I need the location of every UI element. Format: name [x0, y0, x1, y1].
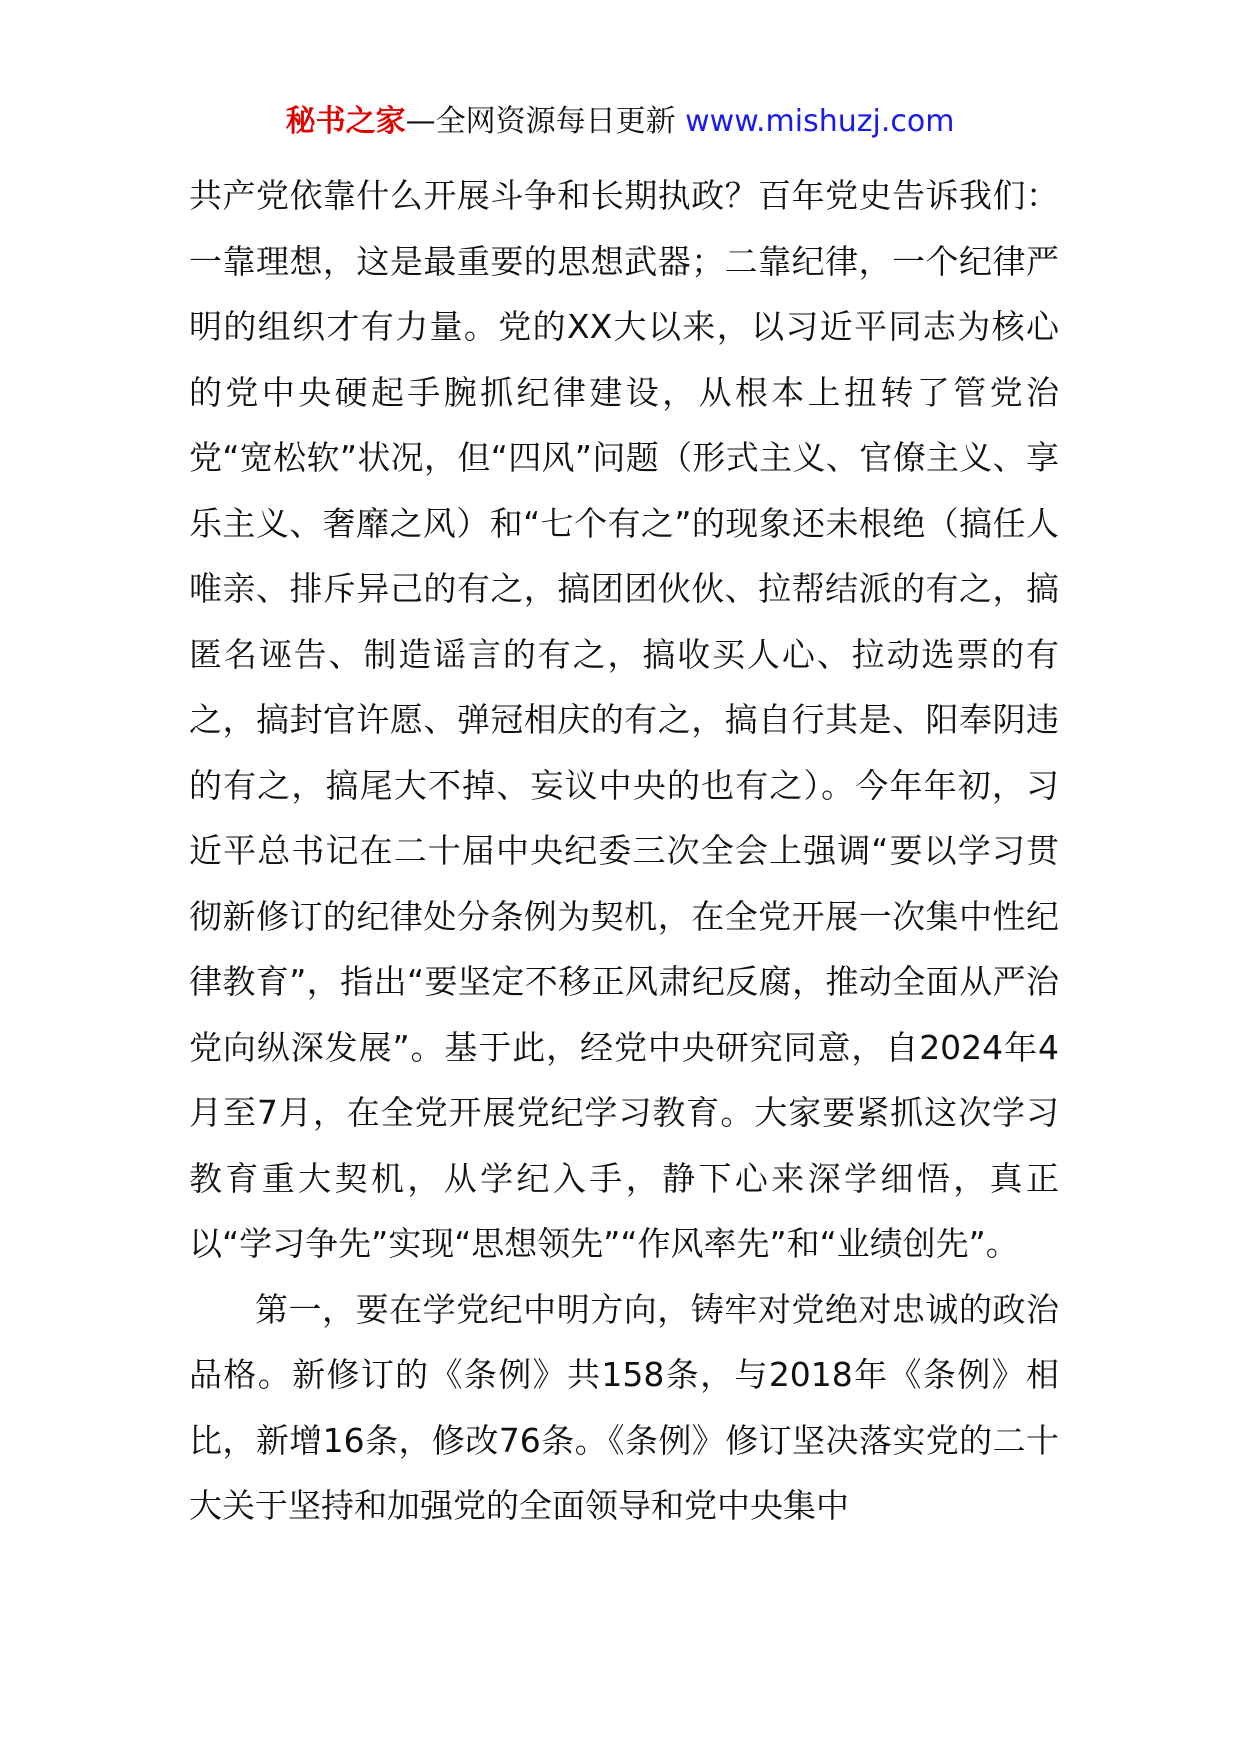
- paragraph-1: 共产党依靠什么开展斗争和长期执政？百年党史告诉我们：一靠理想，这是最重要的思想武器；二靠纪律，一个纪律严明的组织才有力量。党的XX大以来，以习近平同志为核心的党中央硬起手腕抓纪律建设，从根本上扭转了管党治党“宽松软”状况，但“四风”问题（形式主义、官僚主义、享乐主义、奢靡之风）和“七个有之”的现象还未根绝（搞任人唯亲、排斥异己的有之，搞团团伙伙、拉帮结派的有之，搞匿名诬告、制造谣言的有之，搞收买人心、拉动选票的有之，搞封官许愿、弹冠相庆的有之，搞自行其是、阳奉阴违的有之，搞尾大不掉、妄议中央的也有之）。今年年初，习近平总书记在二十届中央纪委三次全会上强调“要以学习贯彻新修订的纪律处分条例为契机，在全党开展一次集中性纪律教育”，指出“要坚定不移正风肃纪反腐，推动全面从严治党向纵深发展”。基于此，经党中央研究同意，自2024年4月至7月，在全党开展党纪学习教育。大家要紧抓这次学习教育重大契机，从学纪入手，静下心来深学细悟，真正以“学习争先”实现“思想领先”“作风率先”和“业绩创先”。: [189, 176, 1059, 1263]
- brand-name: 秘书之家: [285, 104, 406, 139]
- header-slogan: —全网资源每日更新: [405, 104, 686, 139]
- site-url-link[interactable]: www.mishuzj.com: [685, 104, 955, 139]
- document-body: [189, 163, 1059, 1539]
- paragraph-2: 第一，要在学党纪中明方向，铸牢对党绝对忠诚的政治品格。新修订的《条例》共158条，与2018年《条例》相比，新增16条，修改76条。《条例》修订坚决落实党的二十大关于坚持和加强党的全面领导和党中央集中: [189, 1289, 1059, 1525]
- page-header: [0, 102, 1240, 142]
